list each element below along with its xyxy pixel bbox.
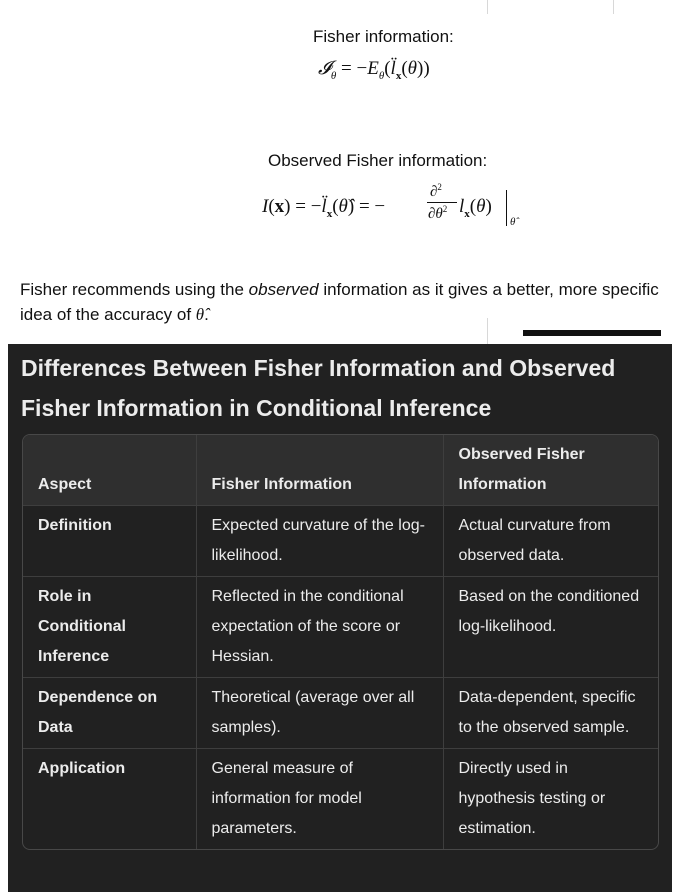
- table-cell: Reflected in the conditional expectation of the score or Hessian.: [196, 577, 443, 678]
- column-header: Fisher Information: [196, 435, 443, 506]
- page-guide-line: [613, 0, 614, 14]
- fisher-information-formula: 𝓘$_\theta$ = $-E_\theta(l̈_x(\theta))$: [318, 58, 430, 82]
- column-header: Aspect: [23, 435, 196, 506]
- table-cell: Expected curvature of the log-likelihood.: [196, 506, 443, 577]
- column-header: Observed Fisher Information: [443, 435, 658, 506]
- table-cell: General measure of information for model parameters.: [196, 749, 443, 850]
- table-row: [23, 749, 658, 850]
- table-cell: Definition: [23, 506, 196, 577]
- table-cell: Actual curvature from observed data.: [443, 506, 658, 577]
- table-cell: Role in Conditional Inference: [23, 577, 196, 678]
- table-row: [23, 577, 658, 678]
- observed-fisher-information-label: Observed Fisher information:: [268, 151, 488, 170]
- fisher-information-label: Fisher information:: [313, 27, 454, 46]
- table-cell: Based on the conditioned log-likelihood.: [443, 577, 658, 678]
- table-row: [23, 678, 658, 749]
- table-cell: Directly used in hypothesis testing or estimation.: [458, 760, 606, 837]
- table-cell: Dependence on Data: [23, 678, 196, 749]
- comparison-table: [22, 434, 659, 850]
- table-row: [23, 506, 658, 577]
- dark-response-panel: [8, 344, 672, 892]
- table-cell: Application: [23, 749, 196, 850]
- table-cell: Data-dependent, specific to the observed sample.: [443, 678, 658, 749]
- black-divider-bar: [523, 330, 661, 336]
- panel-title: Differences Between Fisher Information and Observed Fisher Information in Conditional Inference: [21, 355, 616, 421]
- observed-fisher-information-formula: $I(x) = -l̈_x(\thetâ)$ = − ∂$^2$ $\partial\theta^2$ $l_x(\theta)$ θ̂: [262, 182, 516, 228]
- page-guide-line: [487, 0, 488, 14]
- table-cell: Theoretical (average over all samples).: [196, 678, 443, 749]
- paragraph-text: Fisher recommends using the observed information as it gives a better, more specific idea of the accuracy of θ̂.: [20, 280, 659, 324]
- table-header-row: [23, 435, 658, 506]
